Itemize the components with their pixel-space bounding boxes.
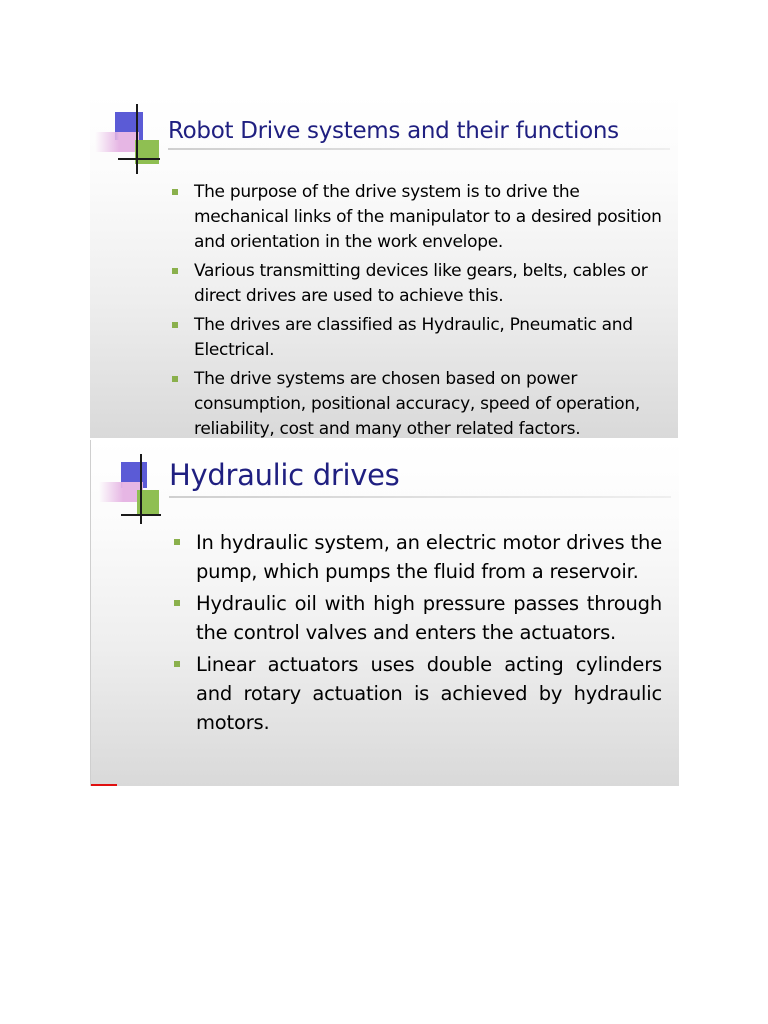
square-bullet-icon [172,376,178,382]
square-bullet-icon [172,322,178,328]
red-accent-mark [91,784,117,786]
square-bullet-icon [174,539,180,545]
bullet-item [172,528,662,586]
square-bullet-icon [174,600,180,606]
bullet-list [170,180,670,438]
slide-title: Hydraulic drives [169,458,400,492]
slide-title-row [168,118,670,150]
square-bullet-icon [172,268,178,274]
bullet-text: The purpose of the drive system is to drive the mechanical links of the manipulator to a desired position and orientation in the work envelope. [194,182,662,252]
slide-title: Robot Drive systems and their functions [168,118,619,144]
bullet-item [172,650,662,737]
bullet-item [170,259,670,309]
bullet-text: The drive systems are chosen based on power consumption, positional accuracy, speed of operation, reliability, cost and many other related factors. [194,369,640,438]
square-bullet-icon [174,661,180,667]
bullet-item [170,180,670,255]
square-bullet-icon [172,189,178,195]
slide-corner-decoration [90,94,170,184]
bullet-text: In hydraulic system, an electric motor drives the pump, which pumps the fluid from a reservoir. [196,531,662,583]
title-divider [168,148,670,150]
title-divider [169,496,671,498]
slide-corner-decoration [91,440,171,530]
slide-robot-drive-systems [90,94,678,438]
bullet-text: Linear actuators uses double acting cylinders and rotary actuation is achieved by hydraulic motors. [196,653,662,734]
bullet-text: Various transmitting devices like gears, belts, cables or direct drives are used to achieve this. [194,261,648,306]
slide-title-row [169,458,671,498]
bullet-item [170,367,670,438]
slide-hydraulic-drives [90,440,679,786]
bullet-item [172,589,662,647]
bullet-item [170,313,670,363]
bullet-text: Hydraulic oil with high pressure passes through the control valves and enters the actuators. [196,592,662,644]
bullet-list [172,528,662,740]
bullet-text: The drives are classified as Hydraulic, Pneumatic and Electrical. [194,315,633,360]
